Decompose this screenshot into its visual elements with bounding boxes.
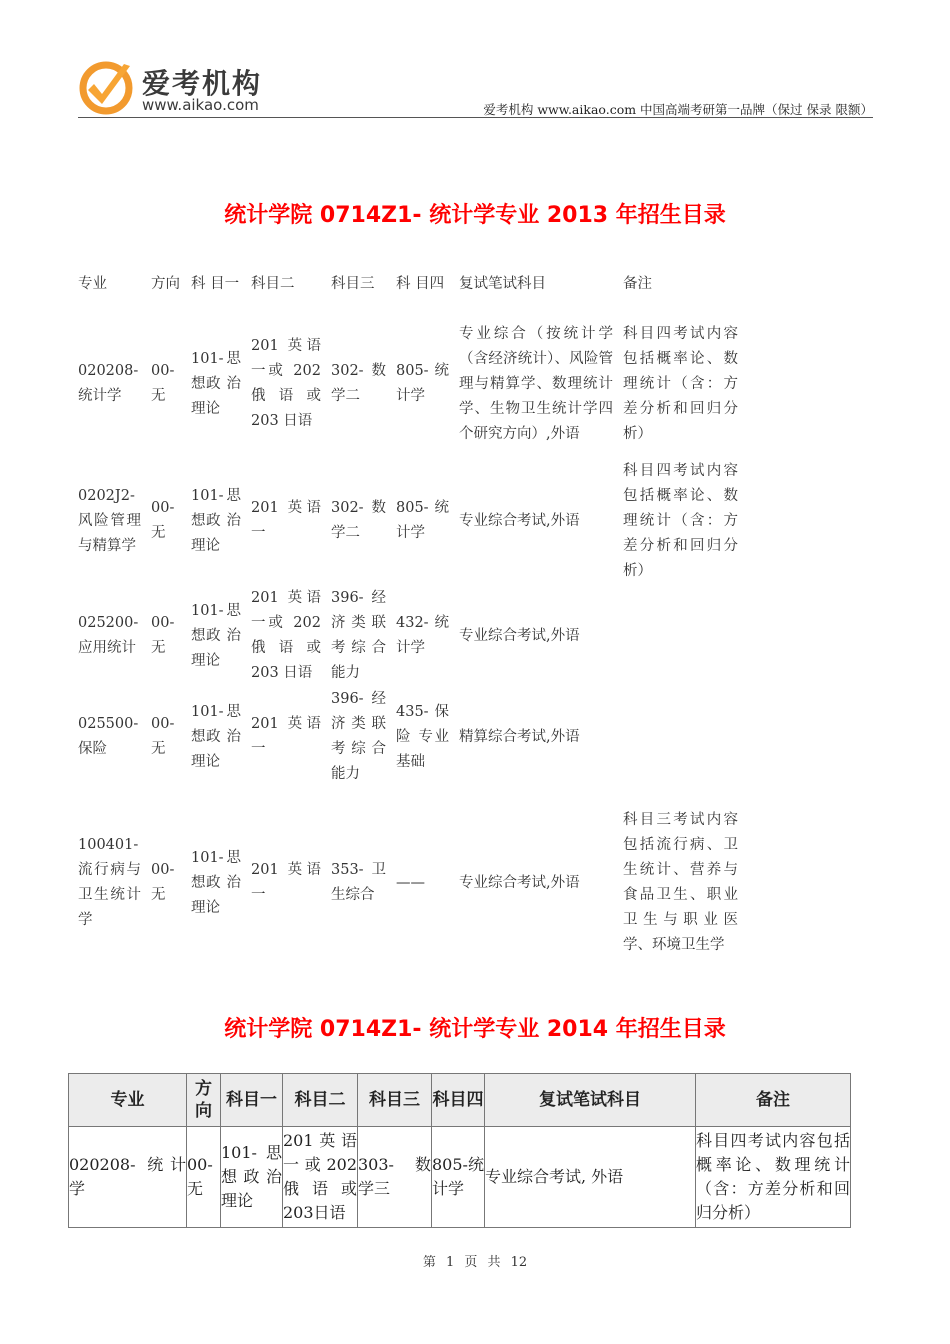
header-cell: 复试笔试科目 — [459, 275, 546, 292]
subject4-cell: 805-统 计学 — [432, 1127, 485, 1228]
note-cell: 科目四考试内容包括概率论、数理统计（含：方差分析和回归分析） — [623, 325, 738, 442]
subject2-cell: 201 英语一或 202俄 语 或203 日语 — [251, 338, 321, 429]
subject2-cell: 201 英语一或 202俄 语 或203 日语 — [251, 590, 321, 681]
header-cell: 科目二 — [283, 1074, 358, 1127]
subject1-cell: 101-思 想政 治理论 — [191, 849, 241, 916]
major-cell: 020208- 统计学 — [69, 1127, 187, 1228]
note-cell: 科目四考试内容包括概率论、数理统计（含：方差分析和回归分析） — [623, 462, 738, 579]
header-slogan: 爱考机构 www.aikao.com 中国高端考研第一品牌（保过 保录 限额） — [483, 102, 873, 117]
direction-cell: 00-无 — [187, 1127, 221, 1228]
header-cell: 专业 — [69, 1074, 187, 1127]
note-cell — [617, 686, 742, 788]
header-divider — [78, 117, 873, 118]
major-cell: 020208-统计学 — [78, 363, 139, 404]
subject4-cell: 435-保险 专业 基础 — [396, 703, 449, 770]
subject3-cell: 353-卫生综合 — [331, 862, 386, 903]
catalog-table-2014 — [68, 1073, 851, 1228]
header-cell: 备注 — [696, 1074, 851, 1127]
title-2013: 统计学院 0714Z1- 统计学专业 2013 年招生目录 — [224, 203, 726, 228]
subject2-cell: 201 英语一 — [251, 716, 321, 757]
header-cell: 方向 — [187, 1074, 221, 1127]
note-cell — [617, 586, 742, 686]
major-cell: 100401-流行病与卫生统计学 — [78, 837, 141, 928]
logo-url: www.aikao.com — [142, 96, 259, 114]
subject3-cell: 302-数学二 — [331, 500, 386, 541]
subject3-cell: 303- 数学三 — [358, 1127, 432, 1228]
retest-cell: 专业综合考试,外语 — [459, 512, 580, 529]
subject4-cell: 805-统计学 — [396, 363, 449, 404]
header-cell: 科 目一 — [191, 275, 240, 292]
subject1-cell: 101-思 想政 治理论 — [191, 703, 241, 770]
direction-cell: 00-无 — [151, 862, 175, 903]
page-header — [78, 56, 873, 118]
header-cell: 复试笔试科目 — [485, 1074, 696, 1127]
subject3-cell: 302-数学二 — [331, 363, 386, 404]
major-cell: 025500-保险 — [78, 716, 139, 757]
subject4-cell: 805-统计学 — [396, 500, 449, 541]
retest-cell: 专业综合考试,外语 — [459, 874, 580, 891]
major-cell: 0202J2-风险管理与精算学 — [78, 487, 141, 554]
title-2014: 统计学院 0714Z1- 统计学专业 2014 年招生目录 — [224, 1017, 726, 1042]
table-header-row — [69, 1074, 851, 1127]
table-row — [72, 586, 742, 686]
direction-cell: 00-无 — [151, 363, 175, 404]
table-row — [69, 1127, 851, 1228]
subject2-cell: 201 英语一 — [251, 862, 321, 903]
header-cell: 科目一 — [221, 1074, 283, 1127]
aikao-logo — [78, 56, 288, 116]
subject1-cell: 101-思 想政 治理论 — [191, 602, 241, 669]
retest-cell: 精算综合考试,外语 — [459, 728, 580, 745]
subject1-cell: 101-思 想政 治理论 — [191, 350, 241, 417]
catalog-table-2013 — [72, 256, 742, 978]
subject4-cell: —— — [396, 874, 425, 891]
retest-cell: 专业综合考试, 外语 — [485, 1127, 696, 1228]
subject2-cell: 201英语一或202俄 语 或203日语 — [283, 1127, 358, 1228]
header-cell: 科 目四 — [396, 275, 445, 292]
subject3-cell: 396-经济类联考综合能力 — [331, 590, 386, 681]
table-row — [72, 456, 742, 586]
header-cell: 专业 — [78, 275, 107, 292]
subject2-cell: 201 英语一 — [251, 500, 321, 541]
note-cell: 科目三考试内容包括流行病、卫生统计、营养与食品卫生、职业卫生与职业医学、环境卫生学 — [623, 812, 738, 953]
note-cell: 科目四考试内容包括概率论、数理统计（含：方差分析和回归分析） — [696, 1127, 851, 1228]
subject1-cell: 101-思想政治理论 — [221, 1127, 283, 1228]
header-cell: 备注 — [623, 275, 652, 292]
subject3-cell: 396-经济类联考综合能力 — [331, 691, 386, 782]
header-cell: 科目二 — [251, 275, 295, 292]
header-cell: 方向 — [151, 275, 180, 292]
page-footer: 第 1 页 共 12 — [422, 1255, 528, 1270]
retest-cell: 专业综合（按统计学（含经济统计）、风险管理与精算学、数理统计学、生物卫生统计学四个研究方向）,外语 — [459, 325, 613, 442]
direction-cell: 00-无 — [151, 500, 175, 541]
checkmark-logo-icon — [78, 60, 134, 116]
table-row — [72, 788, 742, 978]
subject1-cell: 101-思 想政 治理论 — [191, 487, 241, 554]
major-cell: 025200-应用统计 — [78, 615, 139, 656]
subject4-cell: 432-统计学 — [396, 615, 449, 656]
header-cell: 科目三 — [331, 275, 375, 292]
direction-cell: 00-无 — [151, 716, 175, 757]
table-row — [72, 686, 742, 788]
retest-cell: 专业综合考试,外语 — [459, 627, 580, 644]
header-cell: 科目四 — [432, 1074, 485, 1127]
table-row — [72, 312, 742, 456]
header-cell: 科目三 — [358, 1074, 432, 1127]
table-header-row — [72, 256, 742, 312]
logo-text: 爱考机构 — [142, 67, 263, 100]
direction-cell: 00-无 — [151, 615, 175, 656]
